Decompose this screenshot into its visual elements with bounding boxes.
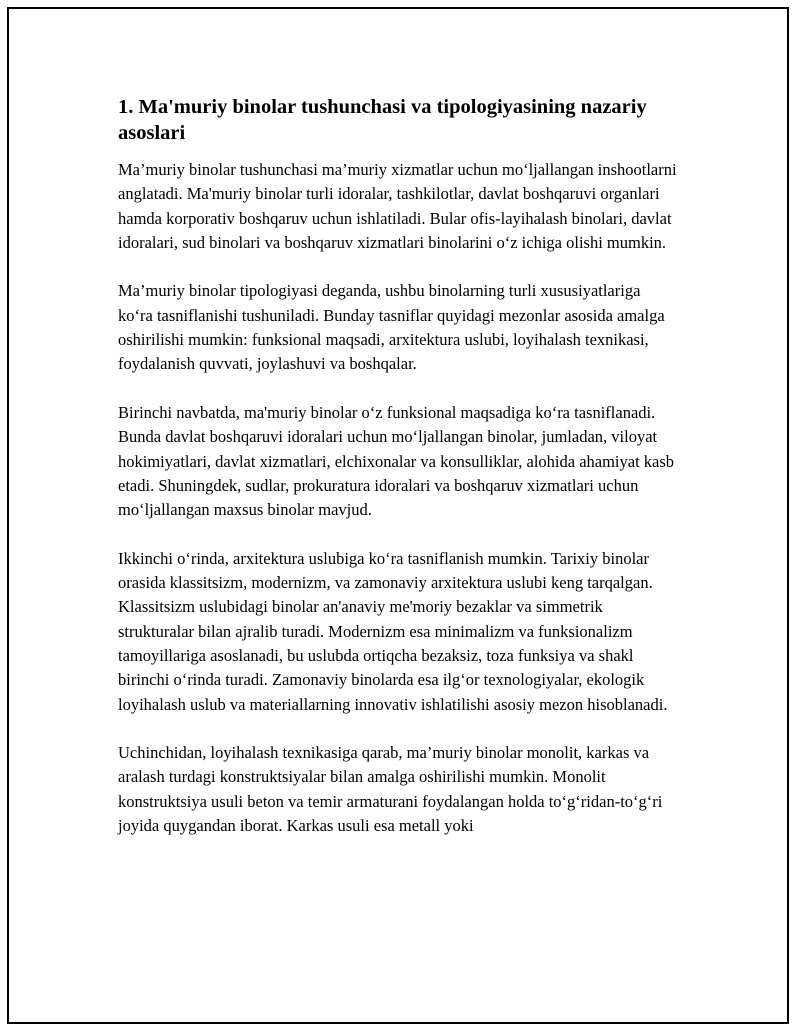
paragraph-definition: Ma’muriy binolar tushunchasi ma’muriy xizmatlar uchun mo‘ljallangan inshootlarni anglatadi. Ma'muriy binolar turli idoralar, tashkilotlar, davlat boshqaruvi organlari hamda korporativ boshqaruv uchun ishlatiladi. Bular ofis-layihalash binolari, davlat idoralari, sud binolari va boshqaruv xizmatlari binolarini o‘z ichiga olishi mumkin. bbox=[118, 160, 677, 252]
section-heading: 1. Ma'muriy binolar tushunchasi va tipologiyasining nazariy asoslari bbox=[118, 96, 647, 144]
paragraph-design-technique: Uchinchidan, loyihalash texnikasiga qarab, ma’muriy binolar monolit, karkas va aralash turdagi konstruktsiyalar bilan amalga oshirilishi mumkin. Monolit konstruktsiya usuli beton va temir armaturani foydalangan holda to‘g‘ridan-to‘g‘ri joyida quygandan iborat. Karkas usuli esa metall yoki bbox=[118, 743, 663, 836]
document-body bbox=[118, 94, 678, 863]
paragraph-architecture-style: Ikkinchi o‘rinda, arxitektura uslubiga ko‘ra tasniflanish mumkin. Tarixiy binolar orasida klassitsizm, modernizm, va zamonaviy arxitektura uslubi keng tarqalgan. Klassitsizm uslubidagi binolar an'anaviy me'moriy bezaklar va simmetrik strukturalar bilan ajralib turadi. Modernizm esa minimalizm va funksionalizm tamoyillariga asoslanadi, bu uslubda ortiqcha bezaksiz, toza funksiya va shakl birinchi o‘rinda turadi. Zamonaviy binolarda esa ilg‘or texnologiyalar, ekologik loyihalash uslub va materiallarning innovativ ishlatilishi asosiy mezon hisoblanadi. bbox=[118, 548, 668, 714]
paragraph-functional: Birinchi navbatda, ma'muriy binolar o‘z funksional maqsadiga ko‘ra tasniflanadi. Bunda davlat boshqaruvi idoralari uchun mo‘ljallangan binolar, jumladan, viloyat hokimiyatlari, davlat xizmatlari, elchixonalar va konsulliklar, alohida ahamiyat kasb etadi. Shuningdek, sudlar, prokuratura idoralari va boshqaruv xizmatlari uchun mo‘ljallangan maxsus binolar mavjud. bbox=[118, 402, 675, 520]
paragraph-typology: Ma’muriy binolar tipologiyasi deganda, ushbu binolarning turli xususiyatlariga ko‘ra tasniflanishi tushuniladi. Bunday tasniflar quyidagi mezonlar asosida amalga oshirilishi mumkin: funksional maqsadi, arxitektura uslubi, loyihalash texnikasi, foydalanish quvvati, joylashuvi va boshqalar. bbox=[118, 281, 665, 374]
